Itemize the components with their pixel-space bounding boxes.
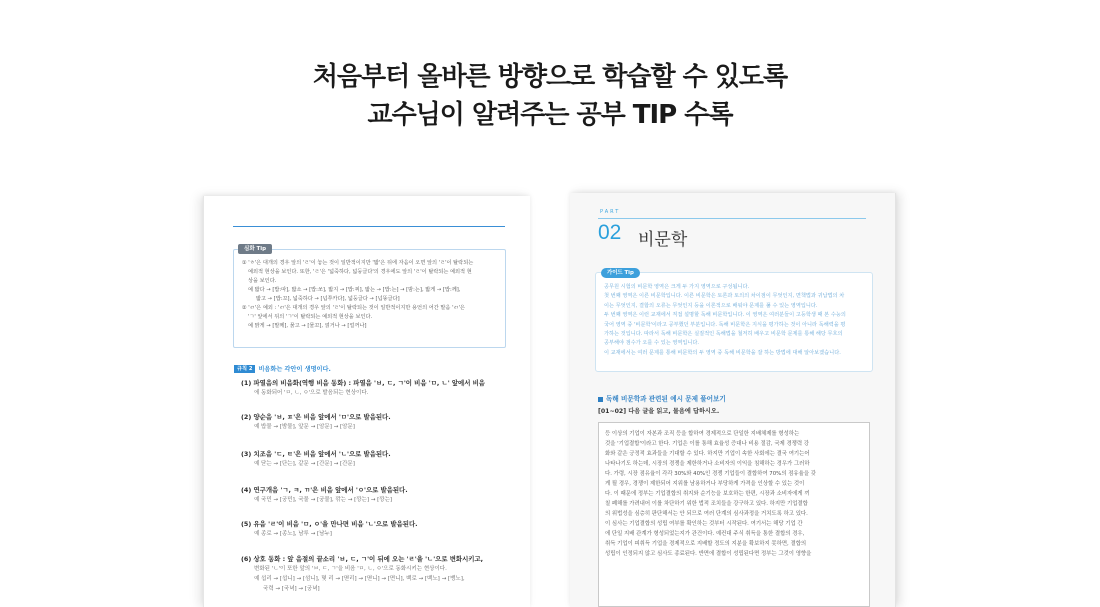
rule-item-heading: (3) 치조음 'ㄷ, ㅌ'은 비음 앞에서 'ㄴ'으로 발음된다. (241, 450, 391, 458)
rule-item-heading: (1) 파열음의 비음화(역행 비음 동화) : 파열음 'ㅂ, ㄷ, ㄱ'이 비음 'ㅁ, ㄴ' 앞에서 비음 (241, 379, 485, 387)
passage-line: 화와 같은 긍정적 효과들을 기대할 수 있다. 하지만 기업이 속한 사회에는 결국 여기는어 (605, 451, 810, 457)
top-divider (233, 226, 505, 227)
rule-item (241, 485, 511, 505)
guide-line: 첫 번째 영역은 이른 비문학입니다. 이른 비문학은 토론과 토의의 차이점이 무엇인지, 면책법과 귀납법의 차 (604, 293, 845, 300)
advanced-tip-label: 심화 Tip (238, 244, 272, 254)
rule-item-heading: (6) 상호 동화 : 앞 음절의 끝소리 'ㅂ, ㄷ, ㄱ'이 뒤에 오는 'ㄹ'을 'ㄴ'으로 변화시키고, (241, 555, 484, 563)
tip-line: 예외적 현상을 보인다. 또한, 'ㄹ'은 '넓죽하다, 넓둥글다'의 경우에도 앞의 'ㄹ'이 탈락되는 예외적 현 (248, 269, 472, 275)
part-label: PART (600, 209, 621, 215)
rule-item-example: 국력 → [국녁] → [궁녁] (263, 586, 320, 592)
passage-line: 등 이상의 기업이 자본과 조직 등을 합하여 경제적으로 단일한 지배체제를 형성하는 (605, 431, 800, 437)
rule-item (241, 449, 511, 469)
passage-line: 의 위법성을 심층히 판단해서는 안 되므로 여러 단계의 심사과정을 거치도록 하고 있다. (605, 511, 808, 517)
advanced-tip-box (233, 246, 506, 348)
tip-line: ① 'ㅎ'은 대개의 경우 앞의 'ㄹ'이 놓는 것이 일반적이지만 '밟'은 뒤에 자음이 오면 앞의 'ㄹ'이 탈락되는 (242, 260, 474, 266)
guide-line: 이 교재에서는 여러 문제를 통해 비문학의 두 영역 중 독해 비문학을 잘 하는 방법에 대해 알아보겠습니다. (604, 349, 841, 356)
tip-line: 밟고 → [밥:꼬], 넓죽하다 → [넙쭈카다], 넓둥글다 → [넙뚱글다] (256, 296, 400, 302)
section-heading (598, 393, 726, 403)
headline-line-2: 교수님이 알려주는 공부 TIP 수록 (367, 100, 733, 130)
guide-line: 두 번째 영역은 이런 교재에서 직접 설명할 독해 비문학입니다. 이 영역은 여러분들이 고등학생 때 본 수능의 (604, 312, 846, 319)
passage-line: 다. 이 때문에 정부는 기업결합의 취지와 순기능을 보호하는 한편, 시장과 소비자에게 끼 (605, 491, 810, 497)
question-instruction: [01~02] 다음 글을 읽고, 물음에 답하시오. (598, 408, 720, 415)
rule-badge: 규칙 2 (234, 365, 255, 373)
passage-line: 이 심사는 기업결합의 성립 여부를 확인하는 것부터 시작된다. 여기서는 해당 기업 간 (605, 521, 803, 527)
passage-line: 칠 폐해를 가려내어 이를 차단하기 위한 법적 조치들을 강구하고 있다. 하지만 기업결합 (605, 501, 808, 507)
tip-line: 'ㄱ' 앞에서 뒤의 'ㄱ'이 탈락되는 예외적 현상을 보인다. (248, 314, 373, 320)
right-book-page (570, 193, 896, 607)
rule-item-heading: (4) 연구개음 'ㄱ, ㅋ, ㄲ'은 비음 앞에서 'ㅇ'으로 발음된다. (241, 486, 408, 494)
tip-line: 상을 보인다. (248, 278, 277, 284)
tip-line: 예 밟다 → [밥:따], 밟소 → [밥:쏘], 밟지 → [밥:찌], 밟는 → [밥:는] → [밤:는], 밟게 → [밥:께], (248, 287, 461, 293)
passage-line: 게 될 경우, 경쟁이 제한되어 지위를 남용하거나 부당하게 가격을 인상할 수 있는 것이 (605, 481, 805, 487)
rule-title: 비음화는 각안이 생명이다. (258, 366, 331, 373)
passage-line: 취득 기업이 피취득 기업을 경제적으로 지배할 정도의 지분을 확보하지 못하면, 결합의 (605, 541, 807, 547)
part-divider (598, 218, 866, 219)
passage-line: 것을 '기업결합'이라고 한다. 기업은 이를 통해 효율성 증대나 비용 절감, 국제 경쟁력 강 (605, 441, 810, 447)
rule-item-detail: 변화된 'ㄴ'이 또한 앞의 'ㅂ, ㄷ, ㄱ'을 비음 'ㅁ, ㄴ, ㅇ'으로 동화시키는 현상이다. (254, 566, 447, 572)
guide-line: 국어 영역 중 '비문학'이라고 공부했던 부분입니다. 독해 비문학은 지식을 평가하는 것이 아니라 독해력을 평 (604, 321, 846, 328)
part-number: 02 (598, 221, 622, 244)
reading-passage (598, 422, 870, 607)
passage-line: 성립이 인정되지 않고 심사도 종료된다. 반면에 결합이 성립된다면 정부는 그것이 영향을 (605, 551, 812, 557)
part-title: 비문학 (638, 230, 688, 250)
rule-item-heading: (2) 양순음 'ㅂ, ㅍ'은 비음 앞에서 'ㅁ'으로 발음된다. (241, 413, 391, 421)
guide-line: 가하는 것입니다. 따라서 독해 비문학은 실질적인 독해법을 철저히 배우고 비문학 문제를 통해 해당 무흐의 (604, 331, 843, 338)
section-title: 독해 비문학과 관련된 예시 문제 풀어보기 (606, 395, 726, 403)
guide-line: 공무원 시험의 비문학 영역은 크게 두 가지 영역으로 구성됩니다. (604, 284, 750, 290)
square-bullet-icon (598, 397, 603, 402)
tip-line: ② 'ㄺ'은 예외 : 'ㄺ'은 대개의 경우 앞의 'ㄹ'이 탈락되는 것이 일반적이지만 용언의 어간 말음 'ㄺ'은 (242, 305, 465, 311)
rule-item-example: 예 국민 → [궁민], 국물 → [궁물], 깎는 → [깡는] → [깡는] (254, 497, 393, 503)
rule-item-example: 예 밥물 → [밤물], 앞문 → [암문] → [암문] (254, 424, 355, 430)
headline (0, 58, 1100, 134)
rule-item-heading: (5) 유음 'ㄹ'이 비음 'ㅁ, ㅇ'을 만나면 비음 'ㄴ'으로 발음된다. (241, 520, 418, 528)
passage-line: 나타나기도 하는데, 시장의 경쟁을 제한하거나 소비자의 이익을 침해하는 경우가 그러하 (605, 461, 810, 467)
guide-tip-box (595, 272, 873, 372)
rule-item (241, 412, 511, 432)
tip-line: 예 맑게 → [말께], 묽고 → [물꼬], 얽거나 → [얼꺼나] (248, 323, 367, 329)
guide-line: 공부해야 점수가 오를 수 있는 영역입니다. (604, 340, 700, 347)
headline-line-1: 처음부터 올바른 방향으로 학습할 수 있도록 (312, 62, 788, 92)
rule-item-example: 예 종로 → [종노], 남루 → [남누] (254, 531, 332, 537)
rule-item (241, 378, 511, 398)
guide-tip-label: 가이드 Tip (601, 268, 640, 278)
rule-item (241, 554, 511, 594)
passage-line: 에 단일 지배 관계가 형성되었는지가 관건이다. 예컨대 주식 취득을 통한 결합의 경우, (605, 531, 805, 537)
rule-item-example: 예 섭리 → [섭니] → [섬니], 몇 리 → [멷리] → [멷니] → [면니], 백로 → [백노] → [뱅노], (254, 576, 465, 582)
rule-heading (234, 364, 331, 373)
rule-item (241, 519, 511, 539)
left-book-page (203, 196, 530, 607)
rule-item-detail: 에 동화되어 'ㅁ, ㄴ, ㅇ'으로 발음되는 현상이다. (254, 390, 369, 396)
passage-line: 다. 가령, 시장 점유율이 각각 30%와 40%인 경쟁 기업들이 결합하여 70%의 점유율을 갖 (605, 471, 816, 477)
rule-item-example: 예 닫는 → [단는], 같문 → [간문] → [간문] (254, 461, 355, 467)
guide-line: 이는 무엇인지, 결합의 오류는 무엇인지 등을 이론적으로 배워야 문제를 풀 수 있는 영역입니다. (604, 302, 818, 309)
